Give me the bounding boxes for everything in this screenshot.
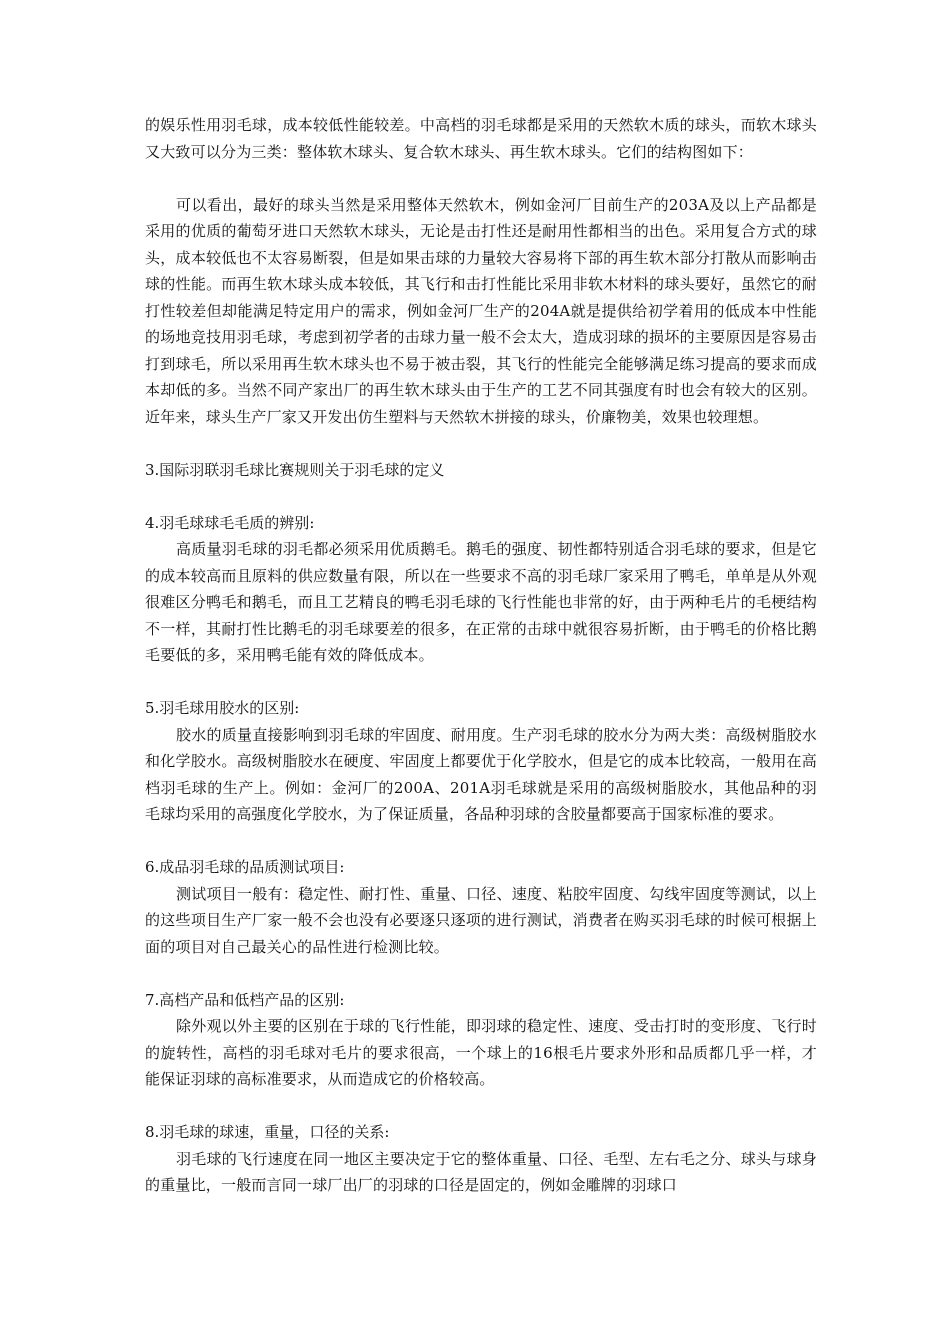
section-heading-8: 8.羽毛球的球速，重量，口径的关系: <box>145 1123 390 1141</box>
spacer <box>145 669 817 696</box>
section-heading-6: 6.成品羽毛球的品质测试项目: <box>145 858 345 876</box>
spacer <box>145 430 817 457</box>
paragraph-cork-comparison: 可以看出，最好的球头当然是采用整体天然软木，例如金河厂目前生产的203A及以上产品都是采用的优质的葡萄牙进口天然软木球头，无论是击打性还是耐用性都相当的出色。采用复合方式的球头，成本较低也不太容易断裂，但是如果击球的力量较大容易将下部的再生软木部分打散从而影响击球的性能。而再生软木球头成本较低，其飞行和击打性能比采用非软木材料的球头要好，虽然它的耐打性较差但却能满足特定用户的需求，例如金河厂生产的204A就是提供给初学着用的低成本中性能的场地竞技用羽毛球，考虑到初学者的击球力量一般不会太大，造成羽球的损坏的主要原因是容易击打到球毛，所以采用再生软木球头也不易于被击裂，其飞行的性能完全能够满足练习提高的要求而成本却低的多。当然不同产家出厂的再生软木球头由于生产的工艺不同其强度有时也会有较大的区别。近年来，球头生产厂家又开发出仿生塑料与天然软木拼接的球头，价廉物美，效果也较理想。 <box>145 195 817 426</box>
document-page <box>145 112 817 1199</box>
spacer <box>145 165 817 192</box>
spacer <box>145 483 817 510</box>
section-heading-4: 4.羽毛球球毛毛质的辨别: <box>145 513 315 532</box>
spacer <box>145 1093 817 1120</box>
section-heading-7: 7.高档产品和低档产品的区别: <box>145 990 345 1009</box>
paragraph-intro: 的娱乐性用羽毛球，成本较低性能较差。中高档的羽毛球都是采用的天然软木质的球头，而软木球头又大致可以分为三类：整体软木球头、复合软木球头、再生软木球头。它们的结构图如下： <box>145 116 817 161</box>
paragraph-glue: 胶水的质量直接影响到羽毛球的牢固度、耐用度。生产羽毛球的胶水分为两大类：高级树脂胶水和化学胶水。高级树脂胶水在硬度、牢固度上都要优于化学胶水，但是它的成本比较高，一般用在高档羽毛球的生产上。例如：金河厂的200A、201A羽毛球就是采用的高级树脂胶水，其他品种的羽毛球均采用的高强度化学胶水，为了保证质量，各品种羽球的含胶量都要高于国家标准的要求。 <box>145 725 817 823</box>
section-heading-3: 3.国际羽联羽毛球比赛规则关于羽毛球的定义 <box>145 460 445 479</box>
paragraph-high-vs-low-grade: 除外观以外主要的区别在于球的飞行性能，即羽球的稳定性、速度、受击打时的变形度、飞行时的旋转性，高档的羽毛球对毛片的要求很高，一个球上的16根毛片要求外形和品质都几乎一样，才能保证羽球的高标准要求，从而造成它的价格较高。 <box>145 1017 817 1088</box>
spacer <box>145 960 817 987</box>
section-heading-5: 5.羽毛球用胶水的区别: <box>145 699 300 717</box>
paragraph-quality-tests: 测试项目一般有：稳定性、耐打性、重量、口径、速度、粘胶牢固度、勾线牢固度等测试，以上的这些项目生产厂家一般不会也没有必要逐只逐项的进行测试，消费者在购买羽毛球的时候可根据上面的项目对自己最关心的品性进行检测比较。 <box>145 884 817 956</box>
spacer <box>145 828 817 855</box>
paragraph-feather-quality: 高质量羽毛球的羽毛都必须采用优质鹅毛。鹅毛的强度、韧性都特别适合羽毛球的要求，但是它的成本较高而且原料的供应数量有限，所以在一些要求不高的羽毛球厂家采用了鸭毛，单单是从外观很难区分鸭毛和鹅毛，而且工艺精良的鸭毛羽毛球的飞行性能也非常的好，由于两种毛片的毛梗结构不一样，其耐打性比鹅毛的羽毛球要差的很多，在正常的击球中就很容易折断，由于鸭毛的价格比鹅毛要低的多，采用鸭毛能有效的降低成本。 <box>145 540 817 664</box>
paragraph-speed-weight: 羽毛球的飞行速度在同一地区主要决定于它的整体重量、口径、毛型、左右毛之分、球头与球身的重量比，一般而言同一球厂出厂的羽球的口径是固定的，例如金雕牌的羽球口 <box>145 1149 817 1194</box>
